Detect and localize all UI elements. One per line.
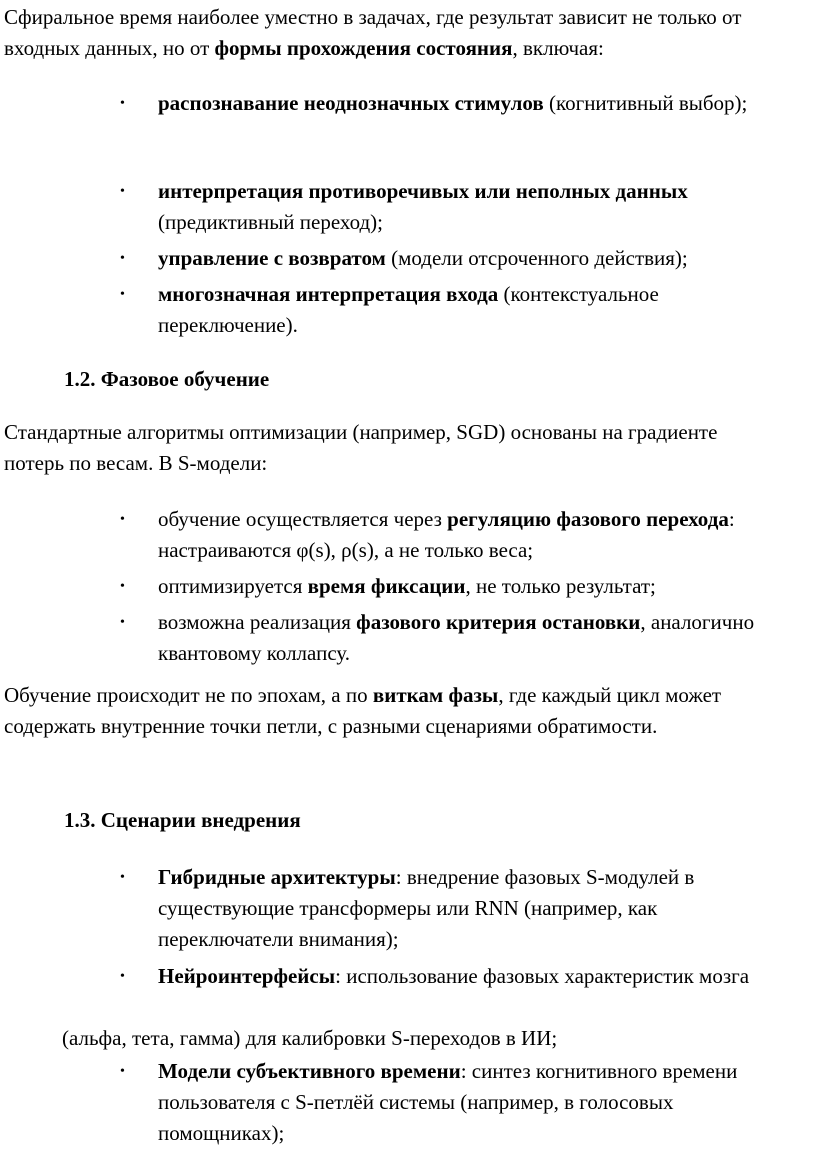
list-item-bold: Модели субъективного времени bbox=[158, 1059, 461, 1083]
epochs-text: Обучение происходит не по эпохам, а по bbox=[4, 683, 373, 707]
list-item-text: (когнитивный выбор); bbox=[543, 91, 748, 115]
deployment-list-continued bbox=[0, 1056, 816, 1149]
epochs-paragraph bbox=[0, 680, 802, 742]
list-item-bold: фазового критерия остановки bbox=[356, 610, 641, 634]
use-cases-list bbox=[0, 88, 816, 341]
list-item bbox=[0, 504, 816, 566]
list-item-bold: Гибридные архитектуры bbox=[158, 865, 396, 889]
epochs-bold: виткам фазы bbox=[372, 683, 499, 707]
list-item-text: : синтез когнитивного времени пользователя с S-петлёй системы (например, в голосовых помощниках); bbox=[158, 1059, 738, 1145]
sgd-paragraph: Стандартные алгоритмы оптимизации (например, SGD) основаны на градиенте потерь по весам. В S-модели: bbox=[4, 420, 718, 475]
intro-paragraph bbox=[0, 2, 812, 64]
epochs-tail: , где каждый цикл может содержать внутренние точки петли, с разными сценариями обратимости. bbox=[4, 683, 722, 738]
list-item bbox=[0, 243, 816, 274]
list-item bbox=[0, 88, 816, 150]
list-item-text: : использование фазовых характеристик мозга bbox=[335, 964, 750, 988]
bullet-icon: • bbox=[120, 512, 125, 527]
section-heading-1-3: 1.3. Сценарии внедрения bbox=[64, 808, 301, 832]
bullet-icon: • bbox=[120, 1064, 125, 1079]
list-item bbox=[0, 607, 816, 669]
alpha-paragraph: (альфа, тета, гамма) для калибровки S-переходов в ИИ; bbox=[62, 1026, 558, 1050]
bullet-icon: • bbox=[120, 287, 125, 302]
list-item-text: (модели отсроченного действия); bbox=[385, 246, 688, 270]
list-item-text: (предиктивный переход); bbox=[158, 210, 384, 234]
bullet-icon: • bbox=[120, 969, 125, 984]
list-item-text: , аналогично квантовому коллапсу. bbox=[158, 610, 755, 665]
list-item-text: возможна реализация bbox=[158, 610, 357, 634]
list-item-bold: регуляцию фазового перехода bbox=[447, 507, 729, 531]
list-item-bold: управление с возвратом bbox=[158, 246, 386, 270]
bullet-icon: • bbox=[120, 870, 125, 885]
bullet-icon: • bbox=[120, 96, 125, 111]
intro-text: Сфиральное время наиболее уместно в задачах, где результат зависит не только от входных данных, но от bbox=[4, 5, 742, 60]
bullet-icon: • bbox=[120, 615, 125, 630]
list-item-text: обучение осуществляется через bbox=[158, 507, 448, 531]
bullet-icon: • bbox=[120, 251, 125, 266]
list-item bbox=[0, 571, 816, 602]
list-item bbox=[0, 961, 816, 1023]
list-item bbox=[0, 862, 816, 955]
bullet-icon: • bbox=[120, 184, 125, 199]
intro-tail: , включая: bbox=[512, 36, 604, 60]
list-item-bold: время фиксации bbox=[307, 574, 466, 598]
intro-bold: формы прохождения состояния bbox=[214, 36, 513, 60]
deployment-list bbox=[0, 862, 816, 1023]
bullet-icon: • bbox=[120, 579, 125, 594]
list-item bbox=[0, 176, 816, 238]
list-item-bold: многозначная интерпретация входа bbox=[158, 282, 499, 306]
list-item-text: (контекстуальное переключение). bbox=[158, 282, 659, 337]
list-item-text: оптимизируется bbox=[158, 574, 308, 598]
section-heading-1-2: 1.2. Фазовое обучение bbox=[64, 367, 270, 391]
list-item-text: : внедрение фазовых S-модулей в существующие трансформеры или RNN (например, как переключатели внимания); bbox=[158, 865, 695, 951]
list-item bbox=[0, 279, 816, 341]
list-item-bold: интерпретация противоречивых или неполных данных bbox=[158, 179, 688, 203]
list-item-bold: распознавание неоднозначных стимулов bbox=[158, 91, 544, 115]
list-item-text: , не только результат; bbox=[465, 574, 656, 598]
list-item-bold: Нейроинтерфейсы bbox=[158, 964, 336, 988]
list-item bbox=[0, 1056, 816, 1149]
phase-learning-list bbox=[0, 504, 816, 669]
list-item-text: : настраиваются φ(s), ρ(s), а не только веса; bbox=[158, 507, 735, 562]
